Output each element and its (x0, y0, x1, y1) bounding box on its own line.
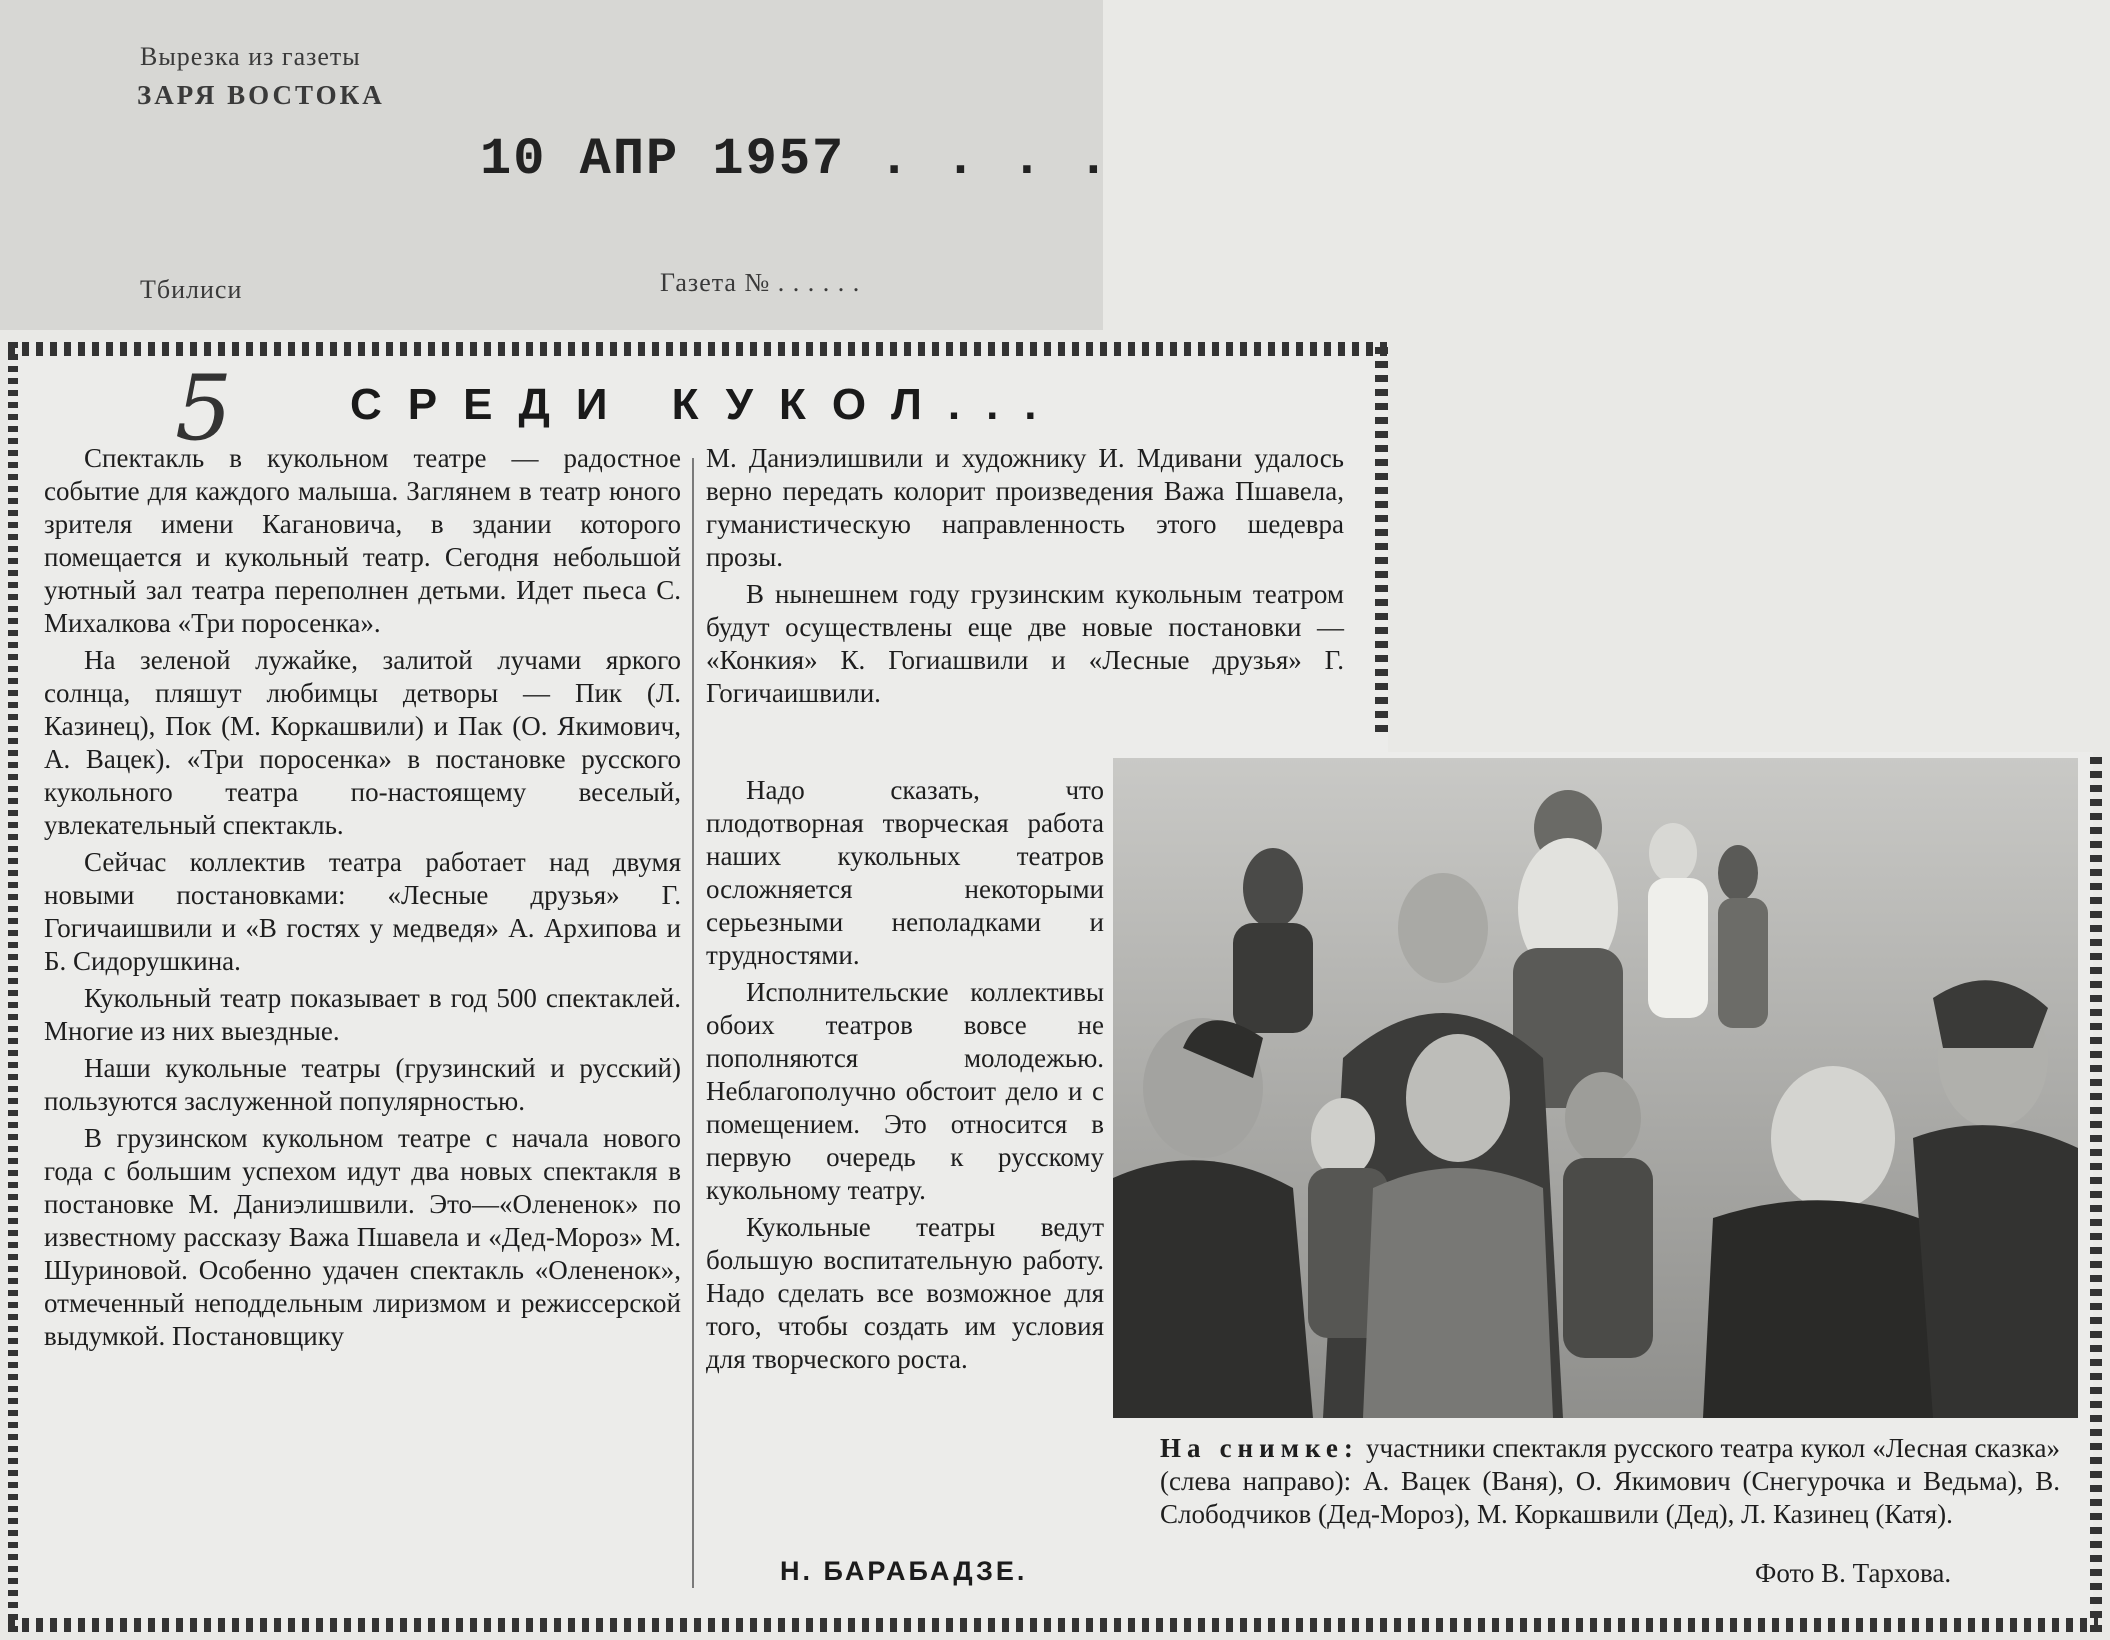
clipping-source-label: Вырезка из газеты (140, 42, 361, 71)
decorative-border-bottom (8, 1618, 2098, 1632)
article-paragraph: В грузинском кукольном театре с начала нового года с большим успехом идут два новых спектакля в постановке М. Даниэлишвили. Это—«Олененок» по известному рассказу Важа Пшавела и «Дед-Мороз» М. Шуриновой. Особенно удачен спектакль «Олененок», отмеченный неподдельным лиризмом и режиссерской выдумкой. Постановщику (44, 1123, 681, 1351)
newspaper-name: ЗАРЯ ВОСТОКА (137, 80, 385, 110)
article-headline: СРЕДИ КУКОЛ... (350, 380, 1063, 429)
newspaper-number-label: Газета № . . . . . . (660, 268, 861, 297)
decorative-border-right-lower (2090, 752, 2102, 1632)
article-paragraph: Сейчас коллектив театра работает над двумя новыми постановками: «Лесные друзья» Г. Гогичаишвили и «В гостях у медведя» А. Архипова и Б. Сидорушкина. (44, 847, 681, 976)
caption-text: участники спектакля русского театра кукол «Лесная сказка» (слева направо): А. Вацек (Ваня), О. Якимович (Снегурочка и Ведьма), В. Слободчиков (Дед-Мороз), М. Коркашвили (Дед), Л. Казинец (Катя). (1160, 1433, 2060, 1529)
photo-figures-illustration (1113, 758, 2078, 1418)
decorative-border-top (8, 342, 1388, 356)
article-photograph (1113, 758, 2078, 1418)
city-label: Тбилиси (140, 275, 243, 304)
decorative-border-right-upper (1375, 342, 1388, 732)
article-paragraph: Исполнительские коллективы обоих театров вовсе не пополняются молодежью. Неблагополучно обстоит дело и с помещением. Это относится в первую очередь к русскому кукольному театру. (706, 977, 1104, 1205)
article-paragraph: Кукольный театр показывает в год 500 спектаклей. Многие из них выездные. (44, 983, 681, 1046)
article-paragraph: М. Даниэлишвили и художнику И. Мдивани удалось верно передать колорит произведения Важа Пшавела, гуманистическую направленность этого шедевра прозы. (706, 443, 1344, 572)
handwritten-number-mark: 5 (175, 356, 233, 461)
article-paragraph: На зеленой лужайке, залитой лучами яркого солнца, пляшут любимцы детворы — Пик (Л. Казинец), Пок (М. Коркашвили) и Пак (О. Якимович, А. Вацек). «Три поросенка» в постановке русского кукольного театра по-настоящему веселый, увлекательный спектакль. (44, 645, 681, 840)
article-column-left (44, 442, 681, 1357)
article-paragraph: Спектакль в кукольном театре — радостное событие для каждого малыша. Заглянем в театр юного зрителя имени Кагановича, в здании которого помещается и кукольный театр. Сегодня небольшой уютный зал театра переполнен детьми. Идет пьеса С. Михалкова «Три поросенка». (44, 443, 681, 638)
article-paragraph: В нынешнем году грузинским кукольным театром будут осуществлены еще две новые постановки — «Конкия» К. Гогиашвили и «Лесные друзья» Г. Гогичаишвили. (706, 579, 1344, 708)
decorative-border-left (8, 342, 18, 1632)
photo-caption (1160, 1432, 2060, 1531)
photo-credit: Фото В. Тархова. (1755, 1558, 1952, 1588)
caption-lead: На снимке: (1160, 1433, 1359, 1463)
article-column-middle-upper (706, 442, 1344, 714)
article-column-middle-lower (706, 774, 1104, 1380)
article-paragraph: Наши кукольные театры (грузинский и русский) пользуются заслуженной популярностью. (44, 1053, 681, 1116)
author-signature: Н. БАРАБАДЗЕ. (780, 1556, 1028, 1586)
article-paragraph: Надо сказать, что плодотворная творческая работа наших кукольных театров осложняется некоторыми серьезными неполадками и трудностями. (706, 775, 1104, 970)
column-divider (692, 458, 694, 1588)
date-stamp: 10 АПР 1957 . . . . (480, 130, 1111, 189)
article-paragraph: Кукольные театры ведут большую воспитательную работу. Надо сделать все возможное для того, чтобы создать им условия для творческого роста. (706, 1212, 1104, 1374)
